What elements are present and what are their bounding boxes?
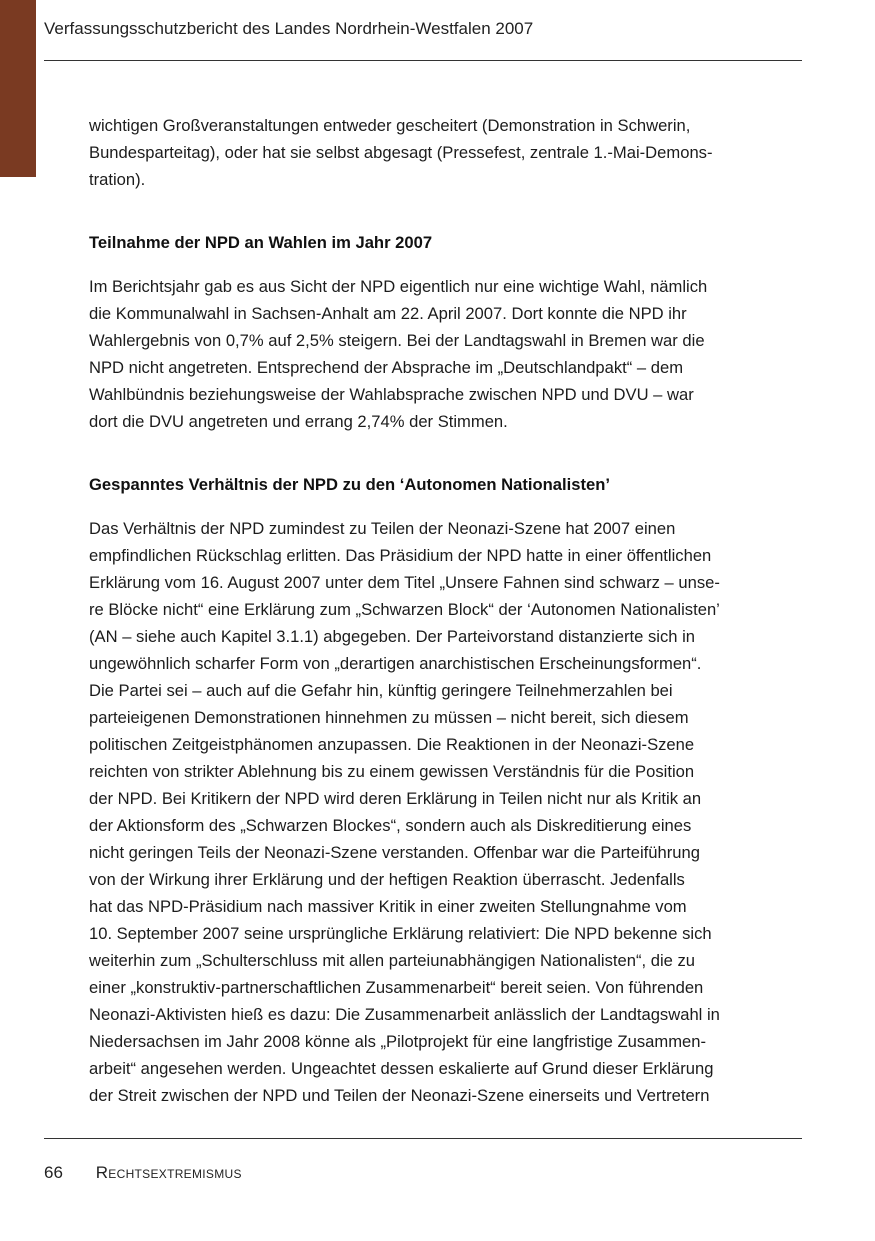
text-line: Im Berichtsjahr gab es aus Sicht der NPD eigentlich nur eine wichtige Wahl, nämlich (89, 277, 708, 296)
text-line: Erklärung vom 16. August 2007 unter dem Titel „Unsere Fahnen sind schwarz – unse- (89, 573, 720, 592)
text-line: Bundesparteitag), oder hat sie selbst abgesagt (Pressefest, zentrale 1.-Mai-Demons- (89, 143, 713, 162)
page-body (89, 112, 805, 1109)
text-line: (AN – siehe auch Kapitel 3.1.1) abgegeben. Der Parteivorstand distanzierte sich in (89, 627, 696, 646)
page-number: 66 (44, 1163, 63, 1182)
text-line: re Blöcke nicht“ eine Erklärung zum „Schwarzen Block“ der ‘Autonomen Nationalisten’ (89, 600, 720, 619)
text-line: Wahlergebnis von 0,7% auf 2,5% steigern. Bei der Landtagswahl in Bremen war die (89, 331, 705, 350)
header-divider (44, 60, 802, 61)
text-line: nicht geringen Teils der Neonazi-Szene verstanden. Offenbar war die Parteiführung (89, 843, 700, 862)
text-line: Die Partei sei – auch auf die Gefahr hin, künftig geringere Teilnehmerzahlen bei (89, 681, 673, 700)
section-heading-elections: Teilnahme der NPD an Wahlen im Jahr 2007 (89, 233, 433, 252)
text-line: der Aktionsform des „Schwarzen Blockes“, sondern auch als Diskreditierung eines (89, 816, 692, 835)
text-line: dort die DVU angetreten und errang 2,74% der Stimmen. (89, 412, 508, 431)
text-line: wichtigen Großveranstaltungen entweder gescheitert (Demonstration in Schwerin, (89, 116, 691, 135)
footer-section-title: Rechtsextremismus (95, 1163, 242, 1182)
elections-paragraph (89, 273, 805, 435)
footer-divider (44, 1138, 802, 1139)
text-line: ungewöhnlich scharfer Form von „derartigen anarchistischen Erscheinungsformen“. (89, 654, 702, 673)
chapter-color-tab (0, 0, 36, 177)
text-line: arbeit“ angesehen werden. Ungeachtet dessen eskalierte auf Grund dieser Erklärung (89, 1059, 714, 1078)
text-line: 10. September 2007 seine ursprüngliche Erklärung relativiert: Die NPD bekenne sich (89, 924, 712, 943)
text-line: Neonazi-Aktivisten hieß es dazu: Die Zusammenarbeit anlässlich der Landtagswahl in (89, 1005, 720, 1024)
text-line: politischen Zeitgeistphänomen anzupassen. Die Reaktionen in der Neonazi-Szene (89, 735, 695, 754)
text-line: tration). (89, 170, 146, 189)
text-line: NPD nicht angetreten. Entsprechend der Absprache im „Deutschlandpakt“ – dem (89, 358, 684, 377)
text-line: der NPD. Bei Kritikern der NPD wird deren Erklärung in Teilen nicht nur als Kritik an (89, 789, 702, 808)
text-line: von der Wirkung ihrer Erklärung und der heftigen Reaktion überrascht. Jedenfalls (89, 870, 685, 889)
text-line: weiterhin zum „Schulterschluss mit allen parteiunabhängigen Nationalisten“, die zu (89, 951, 695, 970)
text-line: empfindlichen Rückschlag erlitten. Das Präsidium der NPD hatte in einer öffentlichen (89, 546, 712, 565)
text-line: hat das NPD-Präsidium nach massiver Kritik in einer zweiten Stellungnahme vom (89, 897, 687, 916)
text-line: reichten von strikter Ablehnung bis zu einem gewissen Verständnis für die Position (89, 762, 695, 781)
intro-paragraph (89, 112, 805, 193)
page-footer (44, 1161, 242, 1185)
section-heading-relationship: Gespanntes Verhältnis der NPD zu den ‘Autonomen Nationalisten’ (89, 475, 610, 494)
text-line: Niedersachsen im Jahr 2008 könne als „Pilotprojekt für eine langfristige Zusammen- (89, 1032, 707, 1051)
text-line: parteieigenen Demonstrationen hinnehmen zu müssen – nicht bereit, sich diesem (89, 708, 689, 727)
relationship-paragraph (89, 515, 805, 1109)
text-line: der Streit zwischen der NPD und Teilen der Neonazi-Szene einerseits und Vertretern (89, 1086, 710, 1105)
text-line: die Kommunalwahl in Sachsen-Anhalt am 22. April 2007. Dort konnte die NPD ihr (89, 304, 687, 323)
running-header: Verfassungsschutzbericht des Landes Nordrhein-Westfalen 2007 (44, 19, 534, 38)
text-line: Das Verhältnis der NPD zumindest zu Teilen der Neonazi-Szene hat 2007 einen (89, 519, 676, 538)
text-line: einer „konstruktiv-partnerschaftlichen Zusammenarbeit“ bereit seien. Von führenden (89, 978, 704, 997)
text-line: Wahlbündnis beziehungsweise der Wahlabsprache zwischen NPD und DVU – war (89, 385, 694, 404)
